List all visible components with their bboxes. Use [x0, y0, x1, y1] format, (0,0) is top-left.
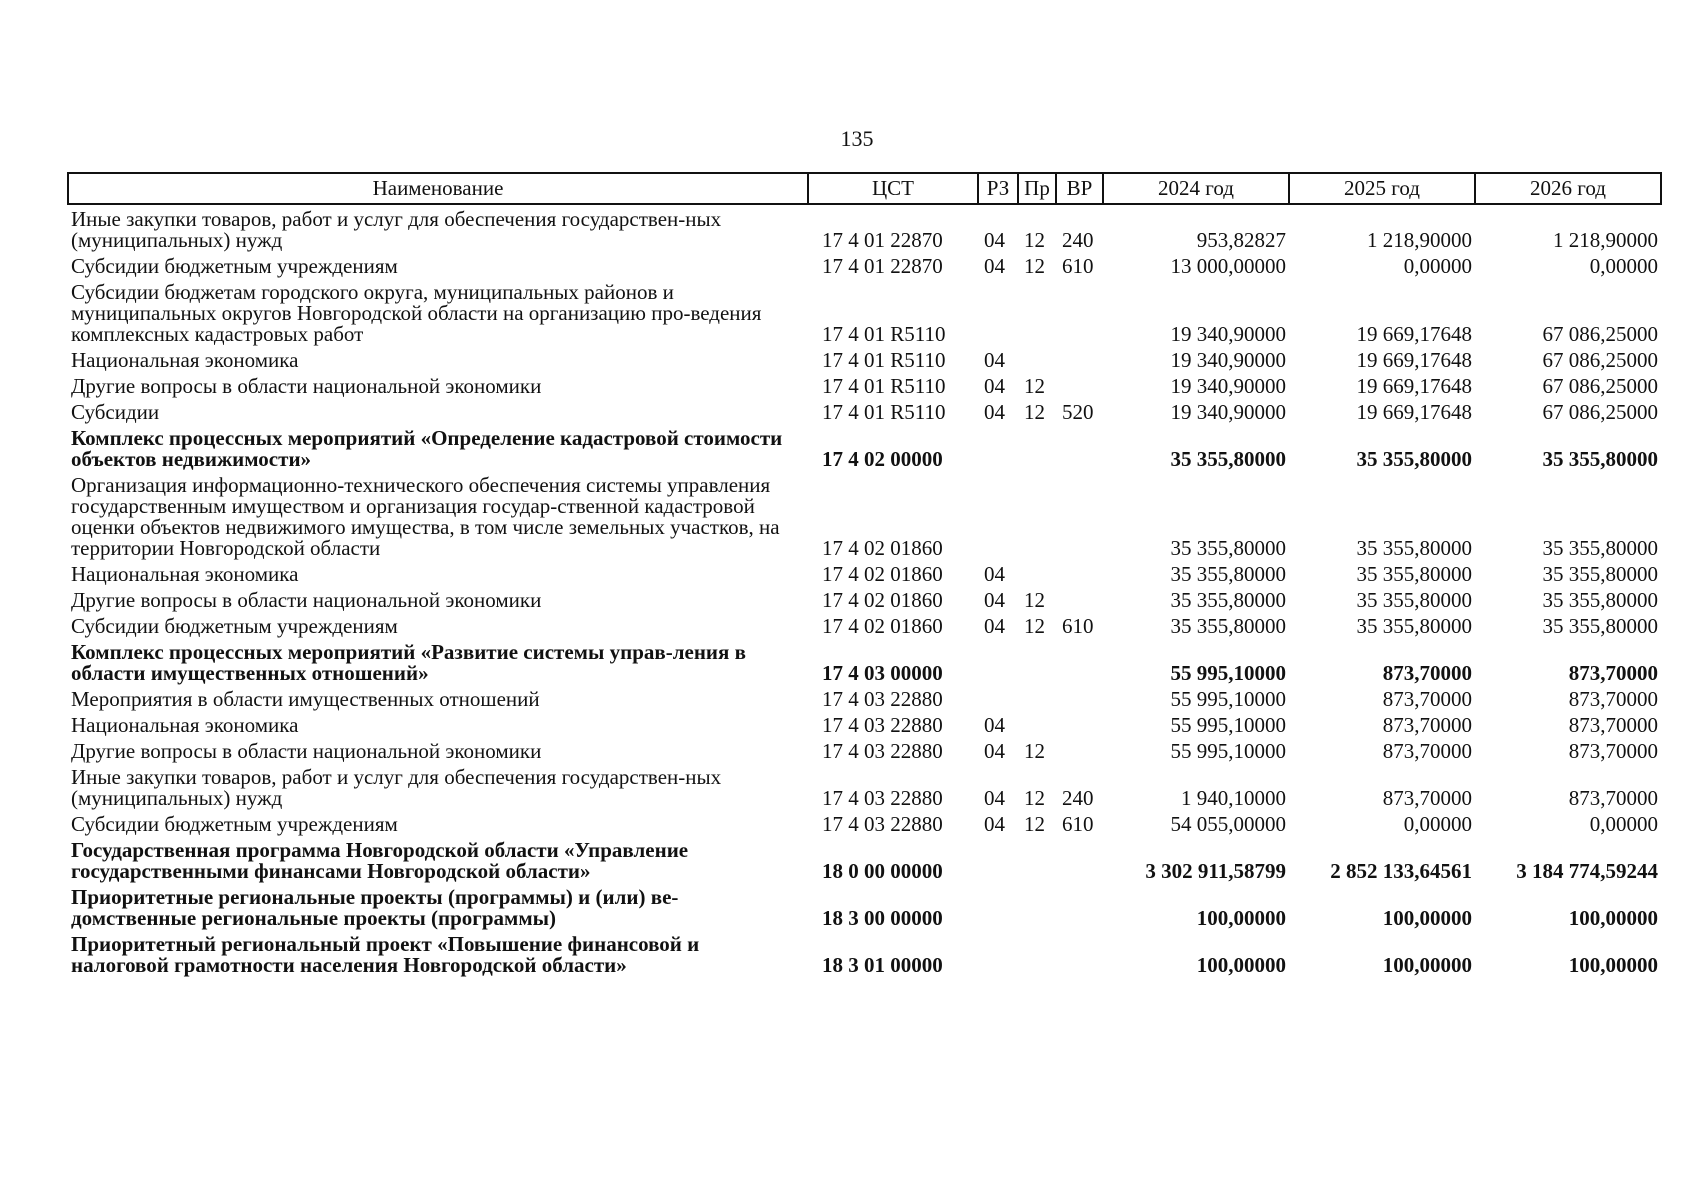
cell-2026: 873,70000: [1568, 661, 1658, 685]
cell-rz: 04: [984, 562, 1005, 586]
cell-rz: 04: [984, 812, 1005, 836]
cell-name: Другие вопросы в области национальной экономики: [71, 374, 542, 398]
cell-pr: 12: [1024, 228, 1045, 252]
cell-cst: 17 4 03 22880: [822, 812, 943, 836]
table-row: [68, 838, 1661, 885]
cell-2024: 55 995,10000: [1170, 713, 1286, 737]
cell-vr: 240: [1062, 228, 1094, 252]
cell-name: Мероприятия в области имущественных отношений: [71, 687, 540, 711]
cell-2025: 0,00000: [1403, 254, 1472, 278]
header-name: Наименование: [68, 173, 808, 204]
cell-2026: 100,00000: [1568, 906, 1658, 930]
cell-2025: 35 355,80000: [1356, 447, 1472, 471]
table-row: [68, 562, 1661, 588]
cell-vr: [1056, 687, 1103, 713]
header-vr: ВР: [1056, 173, 1103, 204]
cell-rz: [978, 473, 1018, 562]
cell-cst: 17 4 02 01860: [822, 588, 943, 612]
header-rz: РЗ: [978, 173, 1018, 204]
cell-cst: 17 4 02 01860: [822, 614, 943, 638]
cell-rz: 04: [984, 374, 1005, 398]
cell-2024: 100,00000: [1196, 953, 1286, 977]
cell-pr: [1018, 713, 1056, 739]
cell-cst: 17 4 03 22880: [822, 713, 943, 737]
cell-2025: 19 669,17648: [1356, 400, 1472, 424]
cell-name: Субсидии бюджетам городского округа, муниципальных районов и муниципальных округов Новгородской области на организацию про-ведения комплексных кадастровых работ: [71, 280, 762, 346]
table-row: [68, 885, 1661, 932]
cell-2024: 19 340,90000: [1170, 374, 1286, 398]
cell-2025: 100,00000: [1382, 906, 1472, 930]
cell-rz: [978, 426, 1018, 473]
table-row: [68, 713, 1661, 739]
cell-rz: 04: [984, 739, 1005, 763]
cell-vr: [1056, 562, 1103, 588]
cell-pr: 12: [1024, 400, 1045, 424]
cell-vr: [1056, 374, 1103, 400]
cell-2026: 67 086,25000: [1542, 348, 1658, 372]
cell-vr: [1056, 473, 1103, 562]
cell-rz: [978, 838, 1018, 885]
cell-2025: 873,70000: [1382, 786, 1472, 810]
cell-cst: 17 4 03 00000: [822, 661, 943, 685]
cell-vr: [1056, 885, 1103, 932]
table-row: [68, 640, 1661, 687]
cell-2025: 873,70000: [1382, 739, 1472, 763]
cell-2024: 100,00000: [1196, 906, 1286, 930]
cell-name: Другие вопросы в области национальной экономики: [71, 588, 542, 612]
cell-cst: 17 4 03 22880: [822, 786, 943, 810]
table-row: [68, 614, 1661, 640]
cell-name: Комплекс процессных мероприятий «Определение кадастровой стоимости объектов недвижимости»: [71, 426, 783, 471]
cell-2024: 19 340,90000: [1170, 348, 1286, 372]
cell-2026: 0,00000: [1589, 254, 1658, 278]
cell-name: Субсидии бюджетным учреждениям: [71, 812, 398, 836]
table-header: [68, 173, 1661, 204]
cell-pr: [1018, 280, 1056, 348]
cell-2024: 55 995,10000: [1170, 687, 1286, 711]
cell-pr: [1018, 562, 1056, 588]
table-row: [68, 374, 1661, 400]
cell-2026: 35 355,80000: [1542, 536, 1658, 560]
cell-rz: [978, 932, 1018, 979]
cell-pr: 12: [1024, 739, 1045, 763]
cell-cst: 17 4 01 22870: [822, 254, 943, 278]
cell-2026: 67 086,25000: [1542, 322, 1658, 346]
cell-pr: [1018, 885, 1056, 932]
table-row: [68, 473, 1661, 562]
table-row: [68, 400, 1661, 426]
cell-2024: 3 302 911,58799: [1145, 859, 1286, 883]
cell-cst: 17 4 02 01860: [822, 562, 943, 586]
header-pr: Пр: [1018, 173, 1056, 204]
cell-2024: 35 355,80000: [1170, 447, 1286, 471]
cell-name: Субсидии бюджетным учреждениям: [71, 254, 398, 278]
cell-2024: 953,82827: [1196, 228, 1286, 252]
cell-cst: 17 4 03 22880: [822, 687, 943, 711]
cell-2026: 67 086,25000: [1542, 374, 1658, 398]
cell-rz: 04: [984, 614, 1005, 638]
cell-2024: 55 995,10000: [1170, 739, 1286, 763]
header-2026: 2026 год: [1475, 173, 1661, 204]
cell-pr: [1018, 640, 1056, 687]
table-row: [68, 812, 1661, 838]
cell-vr: [1056, 280, 1103, 348]
cell-2025: 873,70000: [1382, 713, 1472, 737]
table-row: [68, 280, 1661, 348]
cell-cst: 17 4 02 01860: [822, 536, 943, 560]
cell-2025: 35 355,80000: [1356, 588, 1472, 612]
cell-rz: 04: [984, 348, 1005, 372]
cell-cst: 17 4 01 R5110: [822, 374, 946, 398]
cell-2024: 55 995,10000: [1170, 661, 1286, 685]
cell-2025: 873,70000: [1382, 687, 1472, 711]
table-row: [68, 348, 1661, 374]
header-2025: 2025 год: [1289, 173, 1475, 204]
table-row: [68, 932, 1661, 979]
cell-2024: 35 355,80000: [1170, 536, 1286, 560]
cell-2026: 1 218,90000: [1553, 228, 1658, 252]
cell-2025: 35 355,80000: [1356, 614, 1472, 638]
cell-cst: 17 4 01 R5110: [822, 322, 946, 346]
cell-rz: 04: [984, 400, 1005, 424]
cell-pr: 12: [1024, 812, 1045, 836]
cell-2026: 873,70000: [1568, 739, 1658, 763]
cell-name: Субсидии: [71, 400, 160, 424]
cell-rz: [978, 885, 1018, 932]
cell-2024: 13 000,00000: [1170, 254, 1286, 278]
cell-name: Национальная экономика: [71, 713, 299, 737]
cell-name: Приоритетный региональный проект «Повышение финансовой и налоговой грамотности населения Новгородской области»: [71, 932, 700, 977]
table-row: [68, 588, 1661, 614]
cell-name: Другие вопросы в области национальной экономики: [71, 739, 542, 763]
cell-rz: 04: [984, 228, 1005, 252]
cell-cst: 18 0 00 00000: [822, 859, 943, 883]
cell-vr: 240: [1062, 786, 1094, 810]
cell-name: Государственная программа Новгородской области «Управление государственными финансами Новгородской области»: [71, 838, 689, 883]
cell-2026: 35 355,80000: [1542, 447, 1658, 471]
cell-rz: [978, 687, 1018, 713]
cell-2026: 873,70000: [1568, 786, 1658, 810]
cell-vr: 610: [1062, 812, 1094, 836]
cell-2026: 35 355,80000: [1542, 588, 1658, 612]
cell-2024: 54 055,00000: [1170, 812, 1286, 836]
cell-vr: [1056, 640, 1103, 687]
cell-2025: 1 218,90000: [1367, 228, 1472, 252]
cell-vr: [1056, 713, 1103, 739]
cell-cst: 17 4 01 22870: [822, 228, 943, 252]
cell-pr: [1018, 838, 1056, 885]
cell-pr: 12: [1024, 786, 1045, 810]
cell-pr: [1018, 687, 1056, 713]
cell-rz: 04: [984, 588, 1005, 612]
cell-vr: [1056, 426, 1103, 473]
cell-name: Субсидии бюджетным учреждениям: [71, 614, 398, 638]
cell-pr: 12: [1024, 254, 1045, 278]
cell-2024: 19 340,90000: [1170, 400, 1286, 424]
cell-pr: 12: [1024, 374, 1045, 398]
cell-name: Организация информационно-технического обеспечения системы управления государственным имуществом и организация государ-ственной кадастровой оценки объектов недвижимого имущества, в том числе земельных участков, на территории Новгородской области: [71, 473, 780, 560]
cell-2024: 1 940,10000: [1181, 786, 1286, 810]
cell-2025: 873,70000: [1382, 661, 1472, 685]
cell-rz: 04: [984, 254, 1005, 278]
cell-2025: 100,00000: [1382, 953, 1472, 977]
cell-pr: 12: [1024, 588, 1045, 612]
table-row: [68, 254, 1661, 280]
cell-2025: 19 669,17648: [1356, 348, 1472, 372]
cell-2025: 0,00000: [1403, 812, 1472, 836]
cell-vr: [1056, 932, 1103, 979]
cell-2026: 873,70000: [1568, 687, 1658, 711]
cell-2026: 100,00000: [1568, 953, 1658, 977]
table-row: [68, 426, 1661, 473]
cell-rz: [978, 280, 1018, 348]
cell-pr: [1018, 932, 1056, 979]
cell-rz: 04: [984, 713, 1005, 737]
cell-vr: [1056, 838, 1103, 885]
cell-2025: 2 852 133,64561: [1330, 859, 1472, 883]
cell-rz: [978, 640, 1018, 687]
table-row: [68, 739, 1661, 765]
cell-name: Национальная экономика: [71, 348, 299, 372]
header-cst: ЦСТ: [808, 173, 978, 204]
cell-cst: 18 3 00 00000: [822, 906, 943, 930]
cell-2025: 35 355,80000: [1356, 562, 1472, 586]
cell-cst: 17 4 02 00000: [822, 447, 943, 471]
cell-pr: [1018, 348, 1056, 374]
cell-name: Комплекс процессных мероприятий «Развитие системы управ-ления в области имущественных отношений»: [71, 640, 746, 685]
page-number: 135: [840, 126, 874, 151]
cell-2026: 0,00000: [1589, 812, 1658, 836]
budget-table: [67, 172, 1662, 979]
cell-vr: [1056, 739, 1103, 765]
table-row: [68, 204, 1661, 254]
table-row: [68, 765, 1661, 812]
cell-name: Приоритетные региональные проекты (программы) и (или) ве-домственные региональные проекты (программы): [71, 885, 679, 930]
cell-2025: 19 669,17648: [1356, 374, 1472, 398]
cell-vr: [1056, 348, 1103, 374]
cell-2026: 35 355,80000: [1542, 614, 1658, 638]
cell-2025: 19 669,17648: [1356, 322, 1472, 346]
cell-2026: 67 086,25000: [1542, 400, 1658, 424]
cell-2026: 3 184 774,59244: [1516, 859, 1658, 883]
cell-cst: 17 4 03 22880: [822, 739, 943, 763]
cell-name: Иные закупки товаров, работ и услуг для обеспечения государствен-ных (муниципальных) нужд: [71, 765, 722, 810]
cell-2024: 35 355,80000: [1170, 614, 1286, 638]
cell-2025: 35 355,80000: [1356, 536, 1472, 560]
cell-pr: [1018, 473, 1056, 562]
cell-2026: 873,70000: [1568, 713, 1658, 737]
cell-name: Иные закупки товаров, работ и услуг для обеспечения государствен-ных (муниципальных) нужд: [71, 207, 722, 252]
cell-2024: 35 355,80000: [1170, 562, 1286, 586]
cell-vr: [1056, 588, 1103, 614]
cell-rz: 04: [984, 786, 1005, 810]
cell-cst: 17 4 01 R5110: [822, 348, 946, 372]
cell-2026: 35 355,80000: [1542, 562, 1658, 586]
cell-cst: 18 3 01 00000: [822, 953, 943, 977]
cell-vr: 520: [1062, 400, 1094, 424]
cell-pr: [1018, 426, 1056, 473]
cell-name: Национальная экономика: [71, 562, 299, 586]
cell-vr: 610: [1062, 254, 1094, 278]
cell-2024: 35 355,80000: [1170, 588, 1286, 612]
cell-pr: 12: [1024, 614, 1045, 638]
cell-vr: 610: [1062, 614, 1094, 638]
cell-2024: 19 340,90000: [1170, 322, 1286, 346]
cell-cst: 17 4 01 R5110: [822, 400, 946, 424]
table-body: [68, 204, 1661, 979]
table-row: [68, 687, 1661, 713]
header-2024: 2024 год: [1103, 173, 1289, 204]
